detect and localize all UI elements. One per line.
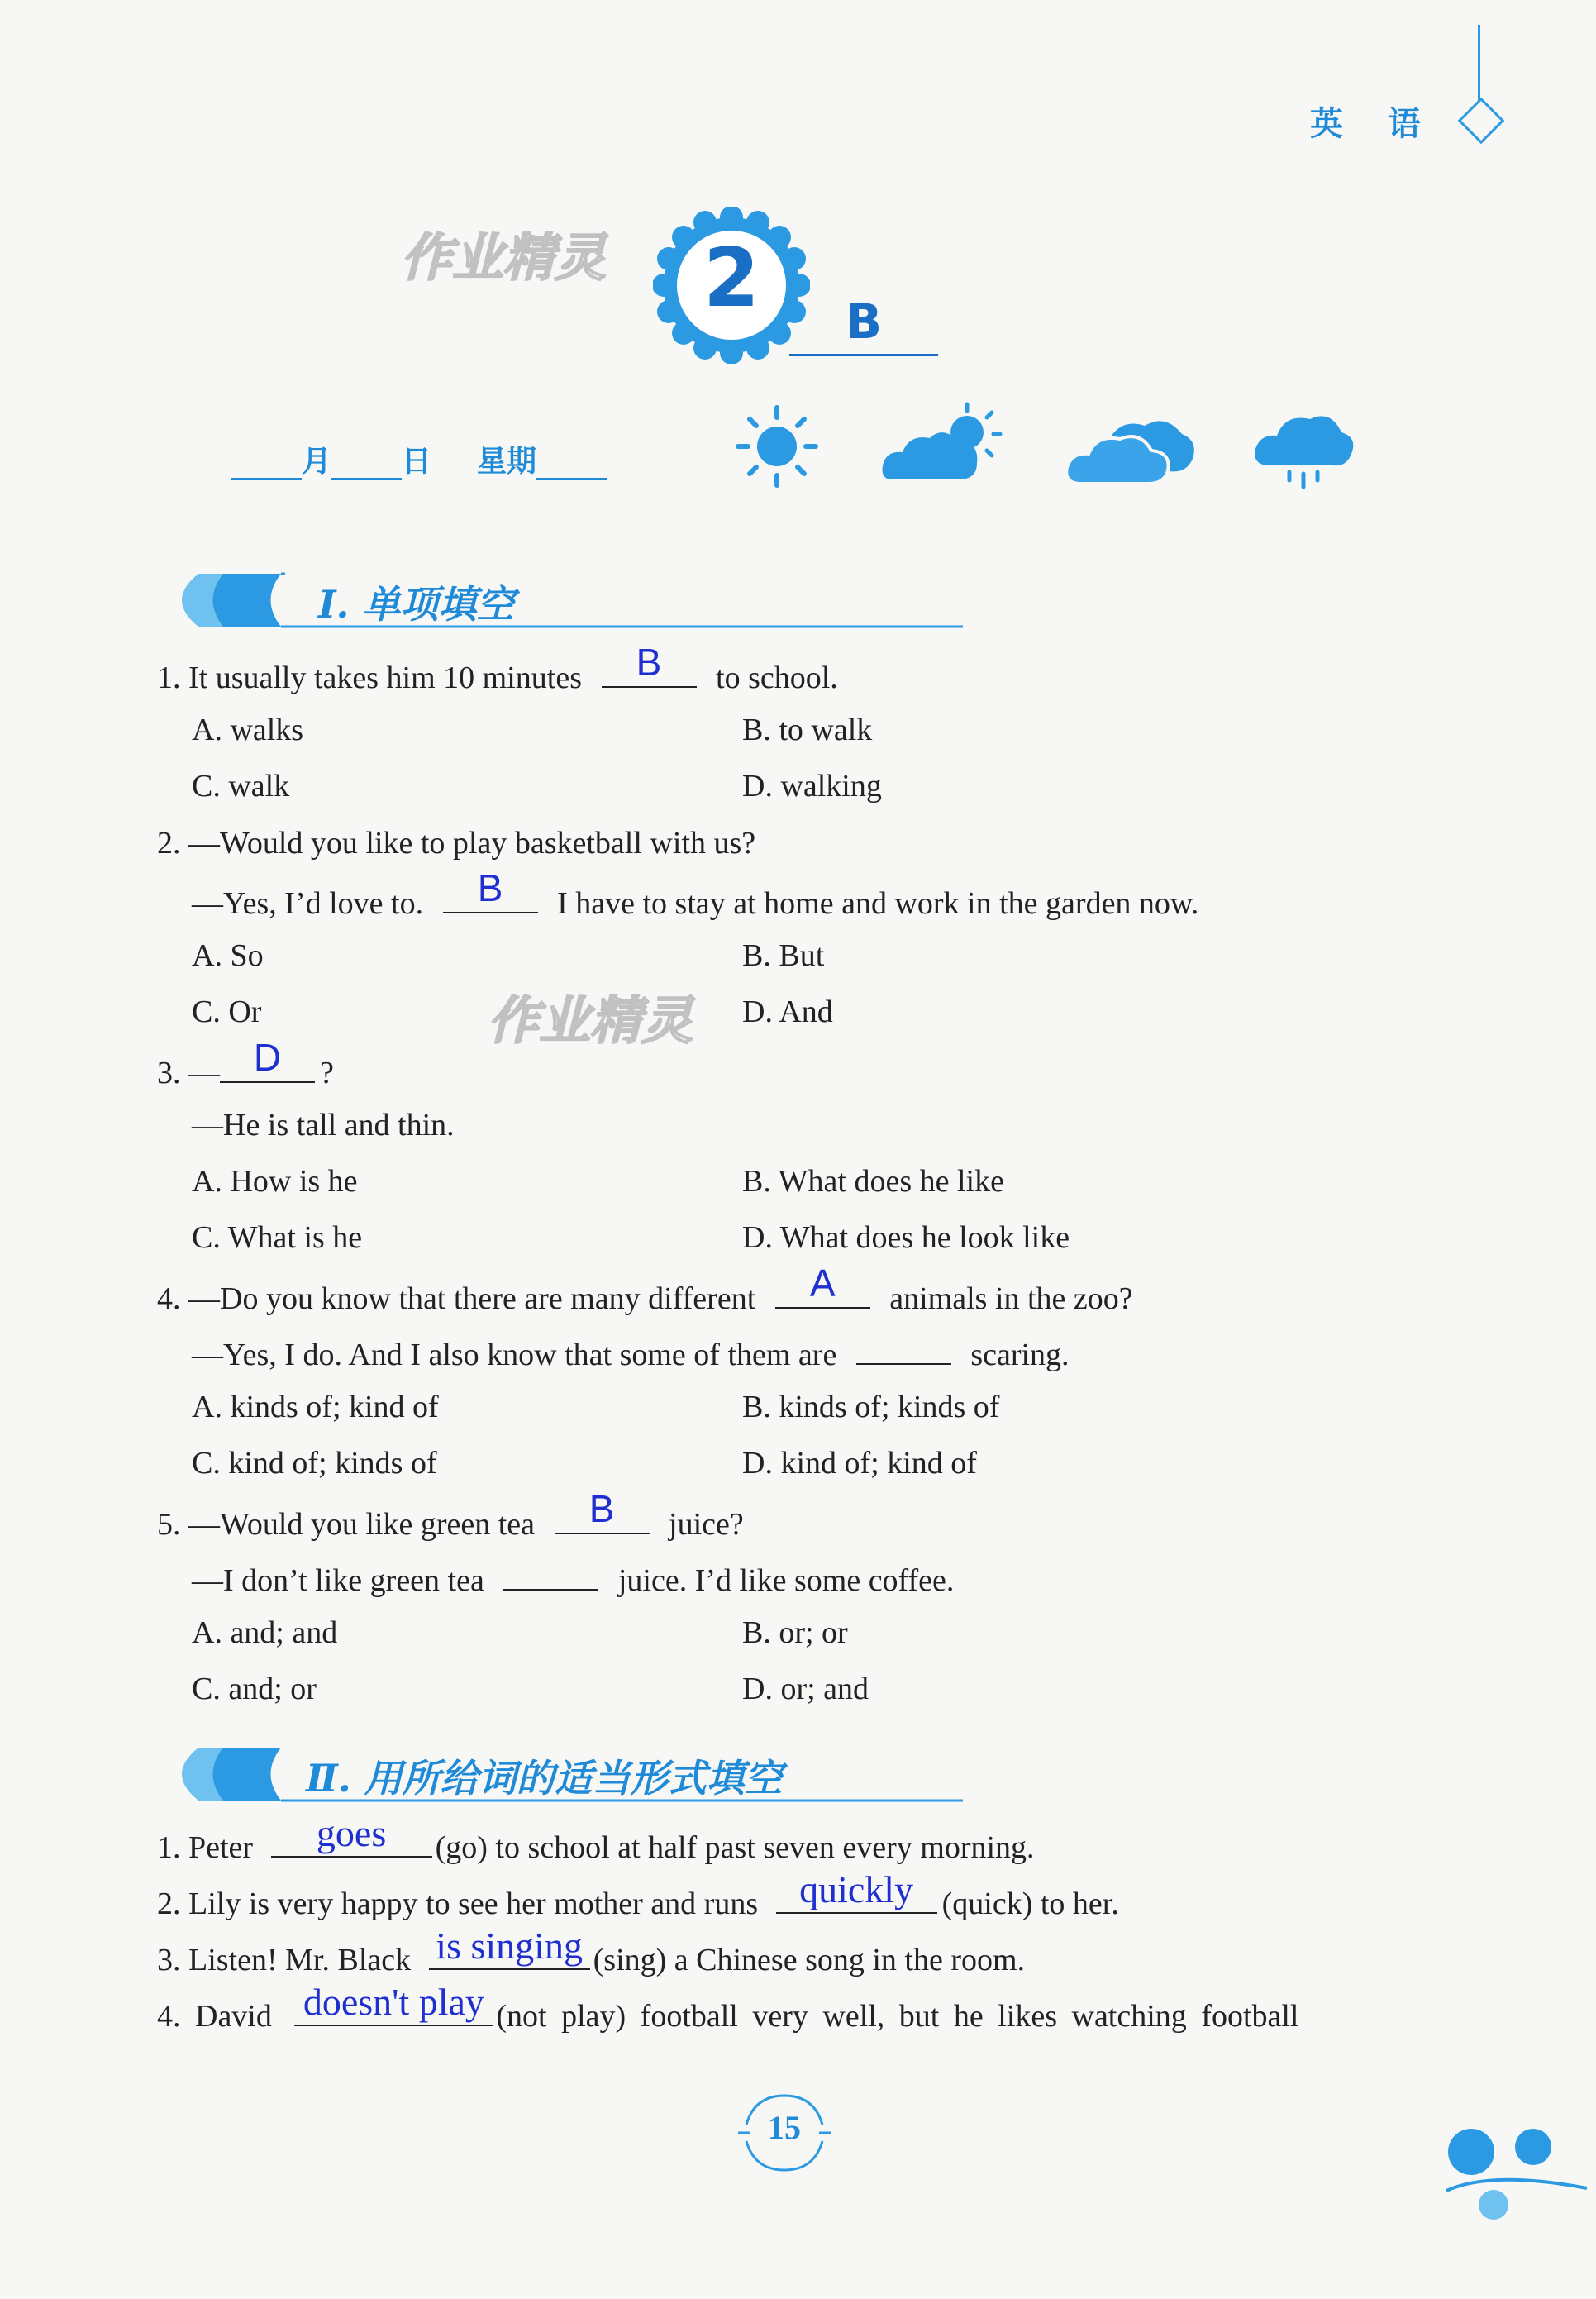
q3-line2: —He is tall and thin. <box>192 1108 455 1142</box>
q5-option-c: C. and; or <box>192 1672 317 1706</box>
q4-option-d: D. kind of; kind of <box>742 1446 977 1481</box>
weekday-blank[interactable] <box>536 445 607 480</box>
q5-option-a: A. and; and <box>192 1615 338 1650</box>
q2-option-a: A. So <box>192 938 264 973</box>
diamond-icon <box>1458 98 1505 145</box>
q4-blank[interactable] <box>775 1262 870 1309</box>
q1-option-a: A. walks <box>192 713 304 747</box>
section2-title: Ⅱ. 用所给词的适当形式填空 <box>306 1756 783 1801</box>
fill4-blank[interactable] <box>294 1981 493 2026</box>
day-label: 日 <box>402 445 432 479</box>
sun-icon[interactable] <box>727 401 827 492</box>
q2-option-b: B. But <box>742 938 825 973</box>
q2-answer: B <box>477 866 503 909</box>
fill-item-2: 2. Lily is very happy to see her mother and runs quickly (quick) to her. <box>157 1868 1119 1921</box>
q5-blank[interactable] <box>555 1487 650 1534</box>
q4-option-a: A. kinds of; kind of <box>192 1390 439 1424</box>
month-label: 月 <box>302 445 332 479</box>
q3-answer: D <box>253 1036 282 1079</box>
q2-option-c: C. Or <box>192 994 262 1029</box>
watermark: 作业精灵 <box>488 990 693 1051</box>
fill-item-3: 3. Listen! Mr. Black is singing (sing) a Chinese song in the room. <box>157 1925 1026 1977</box>
q4-option-c: C. kind of; kinds of <box>192 1446 437 1481</box>
q5-blank2[interactable] <box>503 1556 598 1591</box>
fill2-answer: quickly <box>799 1868 914 1910</box>
section-header-bar <box>157 569 967 632</box>
fill4-answer: doesn't play <box>303 1981 484 2023</box>
q3-stem: 3. — D ? <box>157 1036 334 1090</box>
page-number: 15 <box>768 2109 801 2146</box>
q3-blank[interactable] <box>220 1036 315 1083</box>
q5-line2: —I don’t like green tea juice. I’d like some coffee. <box>192 1556 954 1601</box>
q5-option-d: D. or; and <box>742 1672 869 1706</box>
q3-option-a: A. How is he <box>192 1164 358 1199</box>
cloudy-icon[interactable] <box>1062 401 1198 492</box>
subject-label: 英 语 <box>1310 105 1437 143</box>
q2-stem: —Yes, I’d love to. B I have to stay at home and work in the garden now. <box>192 866 1199 921</box>
q4-option-b: B. kinds of; kinds of <box>742 1390 1000 1424</box>
q4-stem: 4. —Do you know that there are many different A animals in the zoo? <box>157 1262 1133 1316</box>
q2-option-d: D. And <box>742 994 833 1029</box>
q5-option-b: B. or; or <box>742 1615 848 1650</box>
q3-option-c: C. What is he <box>192 1220 363 1255</box>
q4-answer: A <box>809 1262 836 1305</box>
day-blank[interactable] <box>331 445 402 480</box>
lesson-letter: B <box>789 289 938 356</box>
weekday-label: 星期 <box>477 445 537 479</box>
q3-option-b: B. What does he like <box>742 1164 1004 1199</box>
q5-stem: 5. —Would you like green tea B juice? <box>157 1487 744 1542</box>
q1-option-b: B. to walk <box>742 713 873 747</box>
q1-option-c: C. walk <box>192 769 290 804</box>
fill2-blank[interactable] <box>776 1868 937 1914</box>
fill-item-1: 1. Peter goes (go) to school at half past seven every morning. <box>157 1812 1035 1865</box>
q4-blank2[interactable] <box>856 1330 951 1365</box>
q1-stem: 1. It usually takes him 10 minutes B to school. <box>157 641 838 695</box>
corner-decoration-icon <box>1442 2112 1591 2220</box>
q1-blank[interactable] <box>602 641 697 688</box>
partly-cloudy-icon[interactable] <box>876 401 1012 492</box>
q4-line2: —Yes, I do. And I also know that some of them are scaring. <box>192 1330 1070 1376</box>
month-blank[interactable] <box>231 445 302 480</box>
q3-option-d: D. What does he look like <box>742 1220 1070 1255</box>
fill-item-4: 4. David doesn't play (not play) football very well, but he likes watching football <box>157 1981 1299 2034</box>
fill1-blank[interactable] <box>271 1812 432 1858</box>
q2-line1: 2. —Would you like to play basketball with us? <box>157 826 756 861</box>
q1-answer: B <box>636 641 662 684</box>
q2-blank[interactable] <box>443 866 538 913</box>
fill1-answer: goes <box>316 1812 387 1854</box>
fill3-answer: is singing <box>436 1925 583 1967</box>
watermark: 作业精灵 <box>401 227 607 288</box>
section1-title: Ⅰ. 单项填空 <box>318 582 515 627</box>
lesson-number: 2 <box>703 231 760 326</box>
fill3-blank[interactable] <box>429 1925 590 1970</box>
rain-icon[interactable] <box>1252 401 1355 492</box>
q1-option-d: D. walking <box>742 769 882 804</box>
date-row <box>231 438 607 480</box>
q5-answer: B <box>588 1487 615 1530</box>
